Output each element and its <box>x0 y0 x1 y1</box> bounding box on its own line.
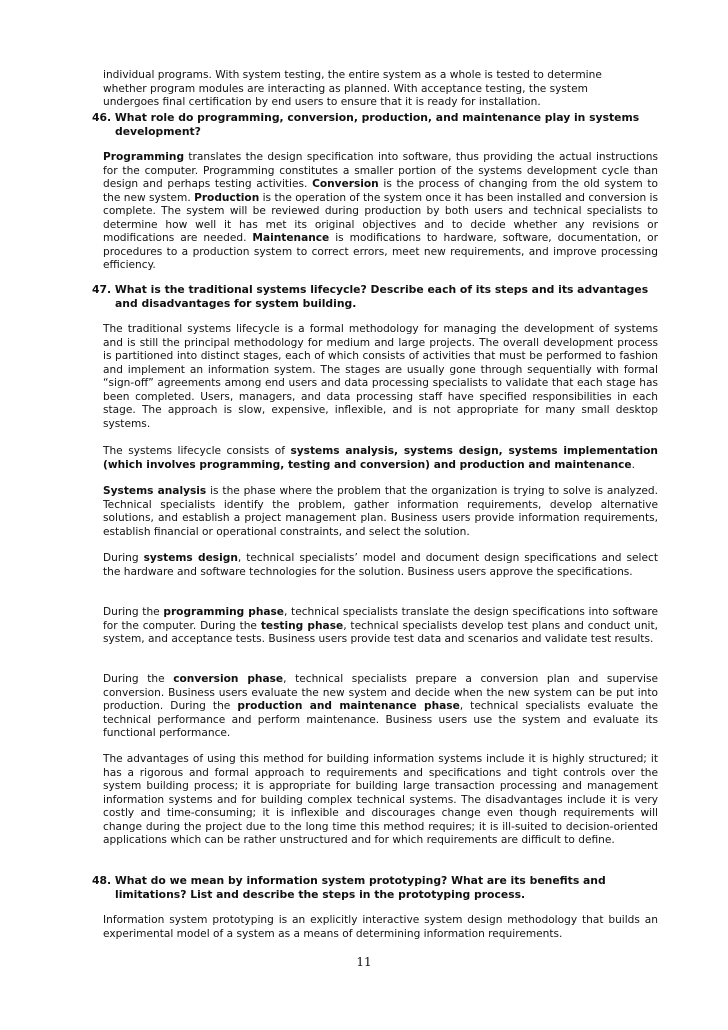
answer-48-paragraph-1: Information system prototyping is an explicitly interactive system design methodology that builds an experimental model of a system as a means of determining information requirements. <box>103 914 658 940</box>
term-maintenance: Maintenance <box>252 232 330 244</box>
answer-47-paragraph-5 <box>103 606 658 647</box>
answer-47-paragraph-4 <box>103 552 658 579</box>
p5-text-e: , technical specialists develop test plans and conduct unit, system, and acceptance tests. Business users provide test data and scenarios and validate test results. <box>103 619 658 645</box>
p6-text-c: , technical specialists prepare a conversion plan and supervise conversion. Business users evaluate the new system and decide when the new system can be put into production. During the <box>103 673 659 712</box>
p4-text-c: , technical specialists’ model and document design specifications and select the hardware and software technologies for the solution. Business users approve the specifications. <box>103 552 658 578</box>
question-47-heading <box>92 283 658 311</box>
p5-text-c: , technical specialists translate the design specifications into software for the computer. During the <box>103 606 658 632</box>
p4-text-a: During <box>103 552 144 564</box>
intro-line-2: whether program modules are interacting as planned. With acceptance testing, the system <box>103 82 588 95</box>
p5-text-a: During the <box>103 606 164 618</box>
intro-paragraph <box>103 69 658 110</box>
answer-47-paragraph-7: The advantages of using this method for building information systems include it is highly structured; it has a rigorous and formal approach to requirements and specifications and tight controls over the system building process; it is appropriate for building large transaction processing and management information systems and for building complex technical systems. The disadvantages include it is very costly and time-consuming; it is inflexible and discourages change even though requirements will change during the project due to the long time this method requires; it is ill-suited to decision-oriented applications which can be rather unstructured and for which requirements are difficult to define. <box>103 753 658 846</box>
answer-46-text-2: is the process of changing from the old system to the new system. <box>103 178 658 204</box>
term-systems-design: systems design <box>143 552 238 564</box>
term-programming-phase: programming phase <box>163 606 284 618</box>
p6-text-e: , technical specialists evaluate the technical performance and perform maintenance. Business users use the system and evaluate its functional performance. <box>103 700 658 739</box>
question-48-title: 48. What do we mean by information system prototyping? What are its benefits and <box>92 874 606 887</box>
answer-46-text-4: is modifications to hardware, software, documentation, or procedures to a production system to correct errors, meet new requirements, and improve processing efficiency. <box>103 232 658 271</box>
term-systems-analysis: Systems analysis <box>103 485 207 497</box>
term-conversion-phase: conversion phase <box>173 673 284 685</box>
question-46-title-cont: development? <box>115 125 201 138</box>
term-testing-phase: testing phase <box>260 619 344 632</box>
intro-line-3: undergoes final certification by end users to ensure that it is ready for installation. <box>103 96 541 108</box>
answer-46-paragraph <box>103 151 658 273</box>
p2-text-c: . <box>631 458 635 471</box>
answer-46-text-1: translates the design specification into software, thus providing the actual instructions for the computer. Programming constitutes a smaller portion of the systems development cycle than design and perhaps testing activities. <box>103 151 658 190</box>
term-conversion: Conversion <box>312 178 379 190</box>
p2-text-a: The systems lifecycle consists of <box>103 445 291 457</box>
answer-47-paragraph-1: The traditional systems lifecycle is a formal methodology for managing the development of systems and is still the principal methodology for medium and large projects. The overall development process is partitioned into distinct stages, each of which consists of activities that must be performed to fashion and implement an information system. The stages are usually gone through sequentially with formal “sign-off” agreements among end users and data processing specialists to validate that each stage has been completed. Users, managers, and data processing staff have specified responsibilities in each stage. The approach is slow, expensive, inflexible, and is not appropriate for many small desktop systems. <box>103 323 658 430</box>
intro-line-1: individual programs. With system testing, the entire system as a whole is tested to determine <box>103 69 602 81</box>
term-production-maintenance-phase: production and maintenance phase <box>237 700 460 712</box>
answer-47-paragraph-2 <box>103 445 658 472</box>
term-production: Production <box>194 191 260 204</box>
question-47-title: 47. What is the traditional systems lifecycle? Describe each of its steps and its advantages <box>92 283 649 296</box>
question-46-title: 46. What role do programming, conversion, production, and maintenance play in systems <box>92 111 640 124</box>
page-number: 11 <box>356 955 372 969</box>
p3-text: is the phase where the problem that the organization is trying to solve is analyzed. Technical specialists identify the problem, gather information requirements, develop alternative solutions, and establish a project management plan. Business users provide information requirements, establish financial or operational constraints, and select the solution. <box>103 485 658 538</box>
question-47-title-cont: and disadvantages for system building. <box>115 297 357 310</box>
answer-47-paragraph-3 <box>103 485 658 539</box>
question-48-title-cont: limitations? List and describe the steps in the prototyping process. <box>115 888 526 901</box>
answer-46-text-3: is the operation of the system once it has been installed and conversion is complete. The system will be reviewed during production by both users and technical specialists to determine how well it has met its original objectives and to decide whether any revisions or modifications are needed. <box>103 191 659 244</box>
term-programming: Programming <box>103 151 185 163</box>
question-48-heading <box>92 874 658 902</box>
p2-stages: systems analysis, systems design, systems implementation (which involves programming, testing and conversion) and production and maintenance <box>103 445 658 471</box>
answer-47-paragraph-6 <box>103 673 658 741</box>
p6-text-a: During the <box>103 673 174 685</box>
question-46-heading <box>92 111 658 139</box>
